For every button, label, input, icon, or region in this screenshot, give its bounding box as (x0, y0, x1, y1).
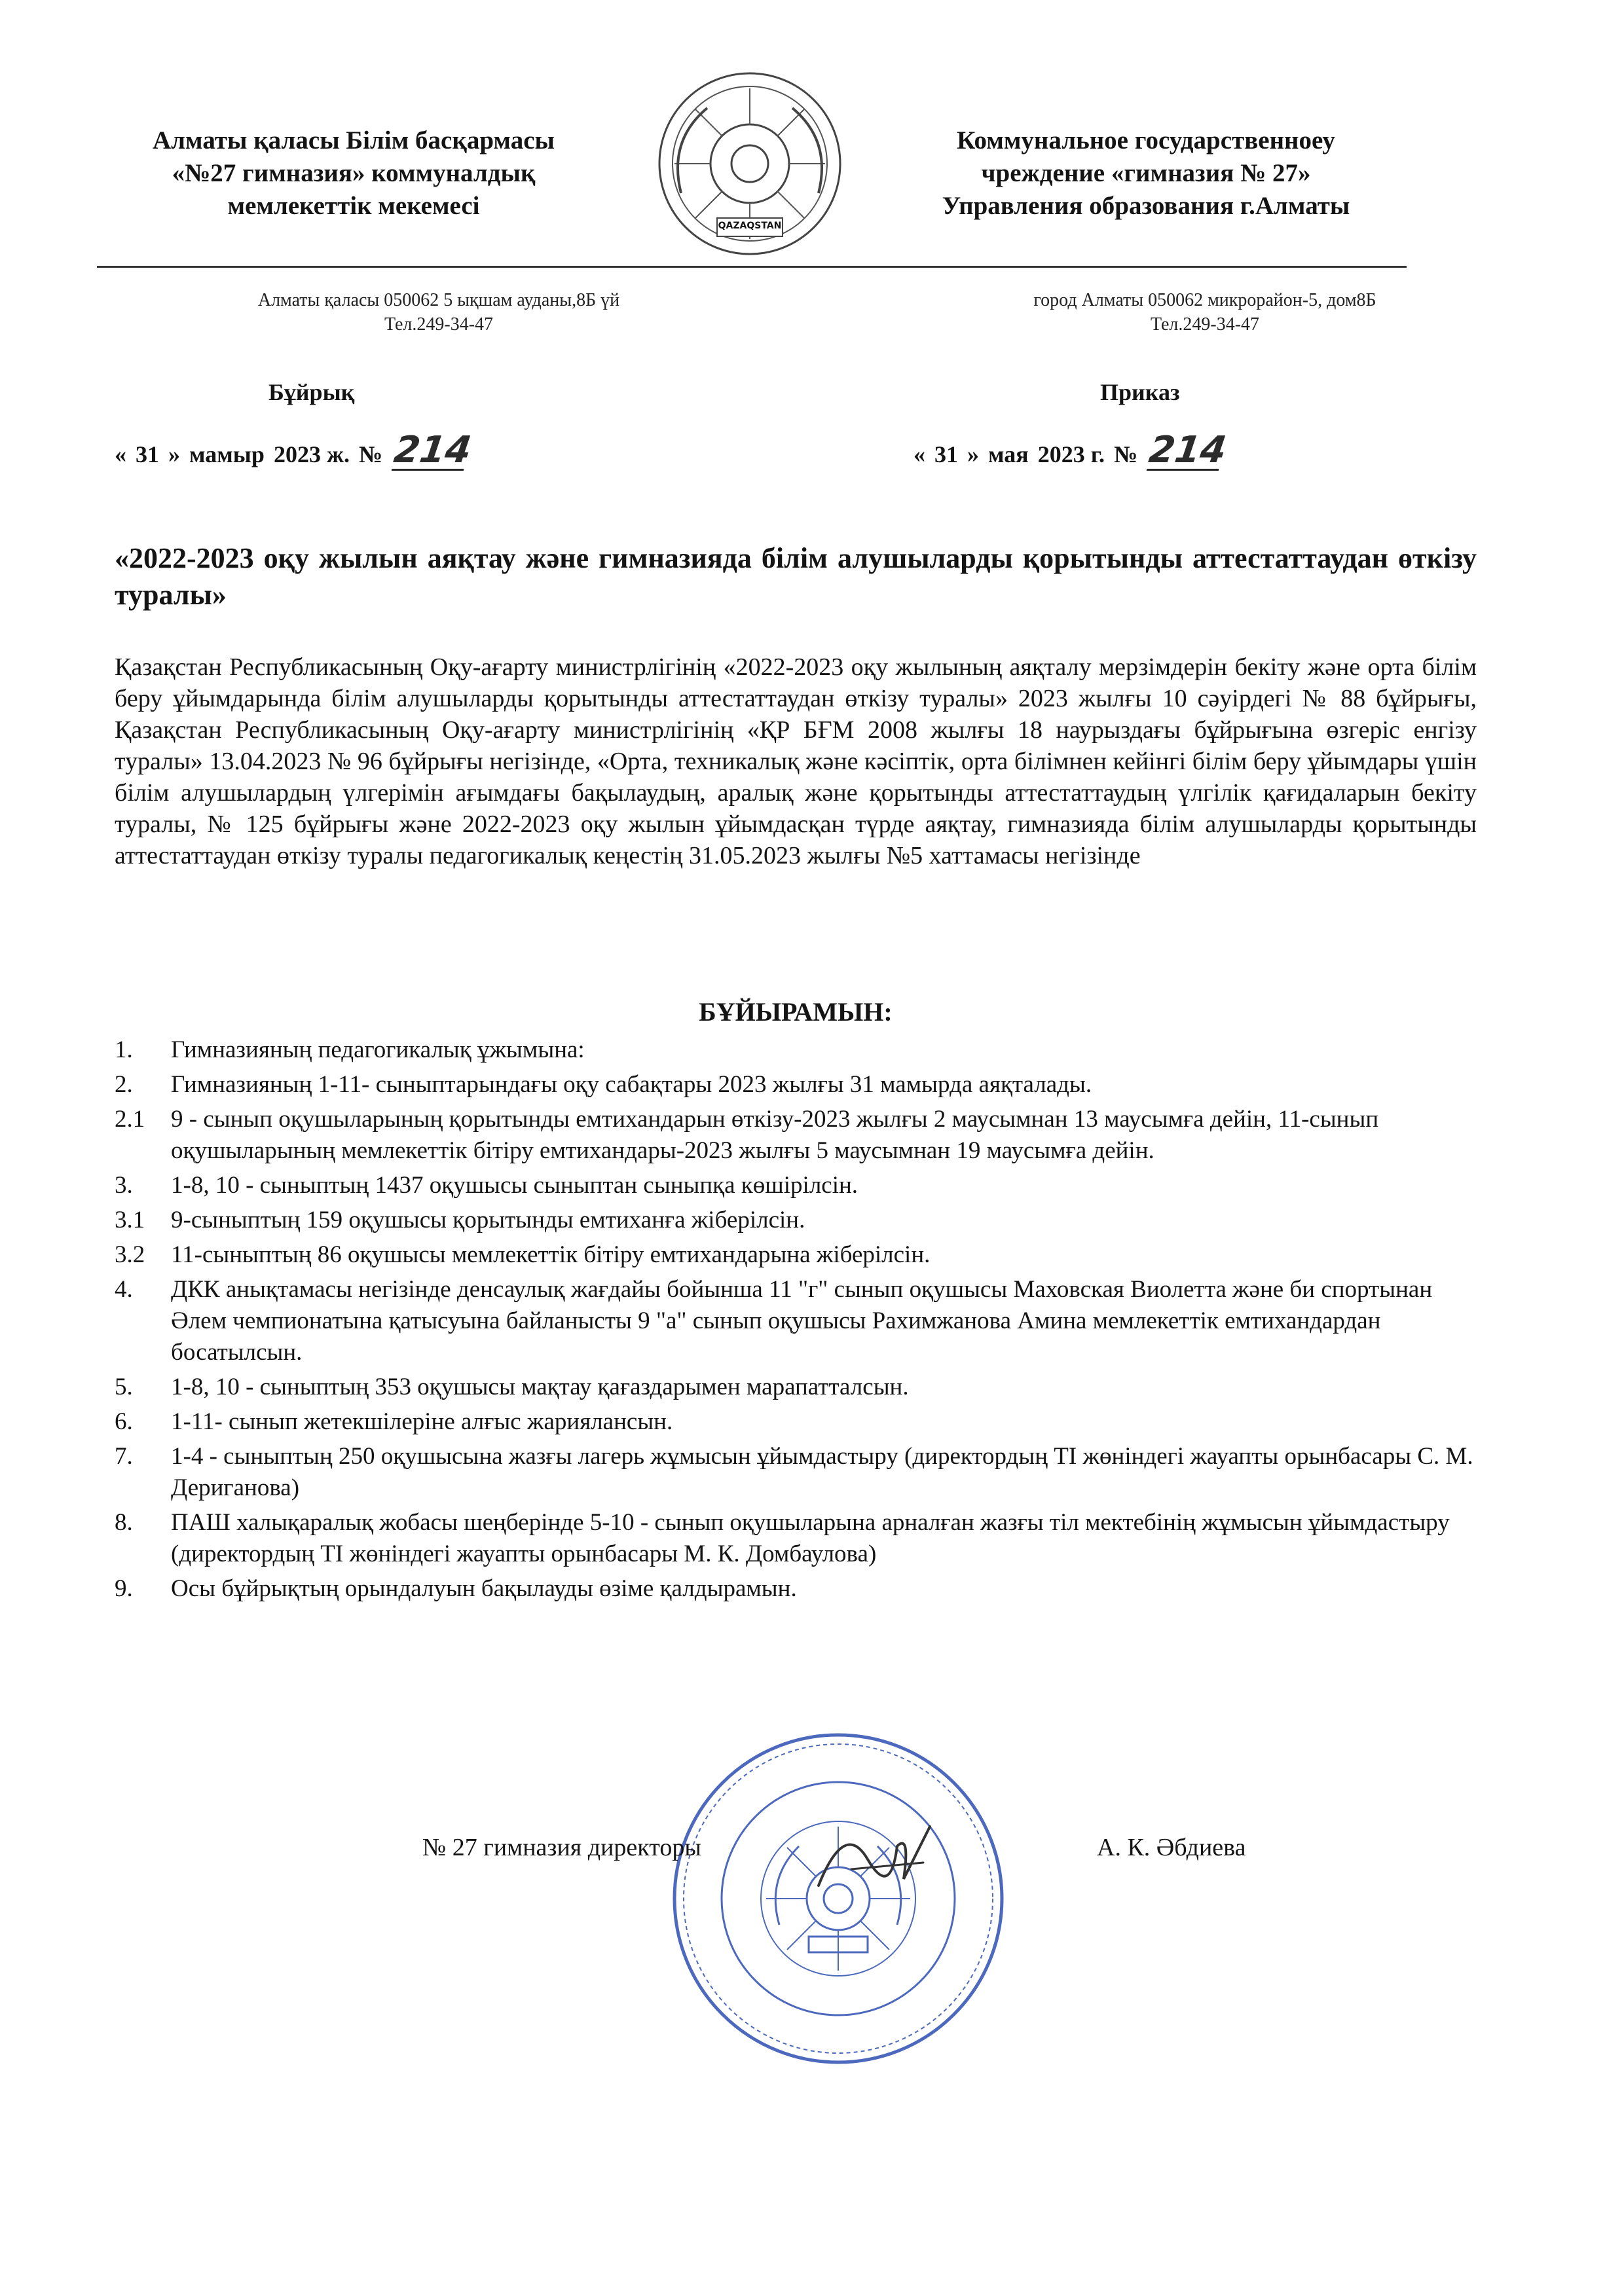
order-word-kz: Бұйрық (268, 379, 355, 405)
header-right-line-1: Коммунальное государственноеу (957, 126, 1335, 155)
order-heading: БҰЙЫРАМЫН: (699, 997, 893, 1027)
address-right (917, 288, 1493, 337)
item-text: 1-8, 10 - сыныптың 353 оқушысы мақтау қағаздарымен марапатталсын. (171, 1374, 909, 1400)
item-number: 6. (115, 1408, 133, 1435)
item-text: ДКК анықтамасы негізінде денсаулық жағдайы бойынша 11 "г" сынып оқушысы Маховская Виолетта және би спортынан Әлем чемпионатына қатысуына байланысты 9 "а" сынып оқушысы Рахимжанова Амина мемлекеттік емтихандардан босатылсын. (171, 1276, 1433, 1366)
address-right-line: город Алматы 050062 микрорайон-5, дом8Б (1033, 290, 1376, 310)
header-left-line-1: Алматы қаласы Білім басқармасы (153, 126, 555, 155)
item-text: 1-4 - сыныптың 250 оқушысына жазғы лагерь жұмысын ұйымдастыру (директордың ТІ жөніндегі жауапты орынбасары С. М. Дериганова) (171, 1443, 1473, 1501)
address-right-phone: Тел.249-34-47 (1150, 314, 1260, 335)
item-text: 9 - сынып оқушыларының қорытынды емтихандарын өткізу-2023 жылғы 2 маусымнан 13 маусымға дейін, 11-сынып оқушыларының мемлекеттік бітіру емтихандары-2023 жылғы 5 маусымнан 19 маусымға дейін. (171, 1106, 1379, 1164)
item-text: Осы бұйрықтың орындалуын бақылауды өзіме қалдырамын. (171, 1575, 797, 1602)
item-number: 2.1 (115, 1106, 145, 1133)
address-left-phone: Тел.249-34-47 (384, 314, 494, 335)
list-item (115, 1507, 1477, 1570)
item-number: 5. (115, 1374, 133, 1400)
list-item (115, 1573, 1477, 1605)
date-open-quote: « (913, 441, 925, 467)
list-item (115, 1034, 1477, 1066)
header-divider (97, 266, 1407, 268)
item-text: ПАШ халықаралық жобасы шеңберінде 5-10 - сынып оқушыларына арналған жазғы тіл мектебінің жұмысын ұйымдастыру (директордың ТІ жөніндегі жауапты орынбасары М. К. Домбаулова) (171, 1509, 1450, 1567)
list-item (115, 1104, 1477, 1167)
address-left-line: Алматы қаласы 050062 5 ықшам ауданы,8Б үй (257, 290, 620, 310)
date-year: 2023 г. (1037, 441, 1105, 467)
order-number-handwritten: 214 (391, 429, 474, 471)
address-left (151, 288, 727, 337)
header-right (871, 124, 1421, 223)
item-number: 7. (115, 1443, 133, 1470)
list-item (115, 1239, 1477, 1271)
header-left-line-2: «№27 гимназия» коммуналдық (172, 159, 536, 187)
signatory-name: А. К. Әбдиева (1097, 1834, 1246, 1861)
order-items-list (115, 1034, 1477, 1608)
date-close-quote: » (967, 441, 979, 467)
item-number: 3.2 (115, 1241, 145, 1268)
list-item (115, 1274, 1477, 1368)
list-item (115, 1372, 1477, 1403)
item-number: 8. (115, 1509, 133, 1536)
item-number: 9. (115, 1575, 133, 1602)
header-left (85, 124, 622, 223)
order-word-ru: Приказ (1100, 379, 1180, 405)
date-line-kz (115, 429, 475, 471)
signature-scribble (805, 1807, 950, 1905)
item-text: Гимназияның педагогикалық ұжымына: (171, 1036, 585, 1063)
list-item (115, 1205, 1477, 1236)
item-text: 1-8, 10 - сыныптың 1437 оқушысы сыныптан сыныпқа көшірілсін. (171, 1172, 858, 1199)
list-item (115, 1406, 1477, 1438)
number-sign: № (1114, 441, 1138, 467)
item-text: 9-сыныптың 159 оқушысы қорытынды емтиханға жіберілсін. (171, 1207, 805, 1233)
list-item (115, 1069, 1477, 1101)
item-number: 3. (115, 1172, 133, 1199)
date-close-quote: » (168, 441, 180, 467)
list-item (115, 1170, 1477, 1201)
date-day: 31 (136, 441, 159, 467)
order-number-handwritten: 214 (1146, 429, 1230, 471)
item-text: Гимназияның 1-11- сыныптарындағы оқу сабақтары 2023 жылғы 31 мамырда аяқталады. (171, 1071, 1092, 1098)
item-number: 1. (115, 1036, 133, 1063)
header-right-line-2: чреждение «гимназия № 27» (981, 159, 1311, 187)
header-left-line-3: мемлекеттік мекемесі (227, 192, 480, 220)
list-item (115, 1441, 1477, 1504)
item-text: 1-11- сынып жетекшілеріне алғыс жариялансын. (171, 1408, 673, 1435)
header-right-line-3: Управления образования г.Алматы (942, 192, 1350, 220)
document-title: «2022-2023 оқу жылын аяқтау және гимназияда білім алушыларды қорытынды аттестаттаудан өткізу туралы» (115, 542, 1477, 611)
date-line-ru (913, 429, 1230, 471)
preamble-paragraph: Қазақстан Республикасының Оқу-ағарту министрлігінің «2022-2023 оқу жылының аяқталу мерзімдерін бекіту және орта білім беру ұйымдарында білім алушыларды қорытынды аттестаттаудан өткізу туралы» 2023 жылғы 10 сәуірдегі № 88 бұйрығы, Қазақстан Республикасының Оқу-ағарту министрлігінің «ҚР БҒМ 2008 жылғы 18 наурыздағы бұйрығына өзгеріс енгізу туралы» 13.04.2023 № 96 бұйрығы негізінде, «Орта, техникалық және кәсіптік, орта білімнен кейінгі білім беру ұйымдары үшін білім алушылардың үлгерімін ағымдағы бақылаудың, аралық және қорытынды аттестаттаудың үлгілік қағидаларын бекіту туралы, № 125 бұйрығы және 2022-2023 оқу жылын ұйымдасқан түрде аяқтау, гимназияда білім алушыларды қорытынды аттестаттаудан өткізу туралы педагогикалық кеңестің 31.05.2023 жылғы №5 хаттамасы негізінде (115, 653, 1477, 869)
item-number: 4. (115, 1276, 133, 1303)
number-sign: № (359, 441, 383, 467)
date-month: мамыр (189, 441, 265, 467)
item-number: 2. (115, 1071, 133, 1098)
date-month: мая (988, 441, 1029, 467)
date-open-quote: « (115, 441, 126, 467)
item-text: 11-сыныптың 86 оқушысы мемлекеттік бітіру емтихандарына жіберілсін. (171, 1241, 931, 1268)
date-year: 2023 ж. (273, 441, 350, 467)
item-number: 3.1 (115, 1207, 145, 1233)
date-day: 31 (934, 441, 958, 467)
emblem-text: QAZAQSTAN (718, 221, 782, 231)
state-emblem (655, 69, 845, 259)
signatory-position: № 27 гимназия директоры (422, 1834, 701, 1861)
